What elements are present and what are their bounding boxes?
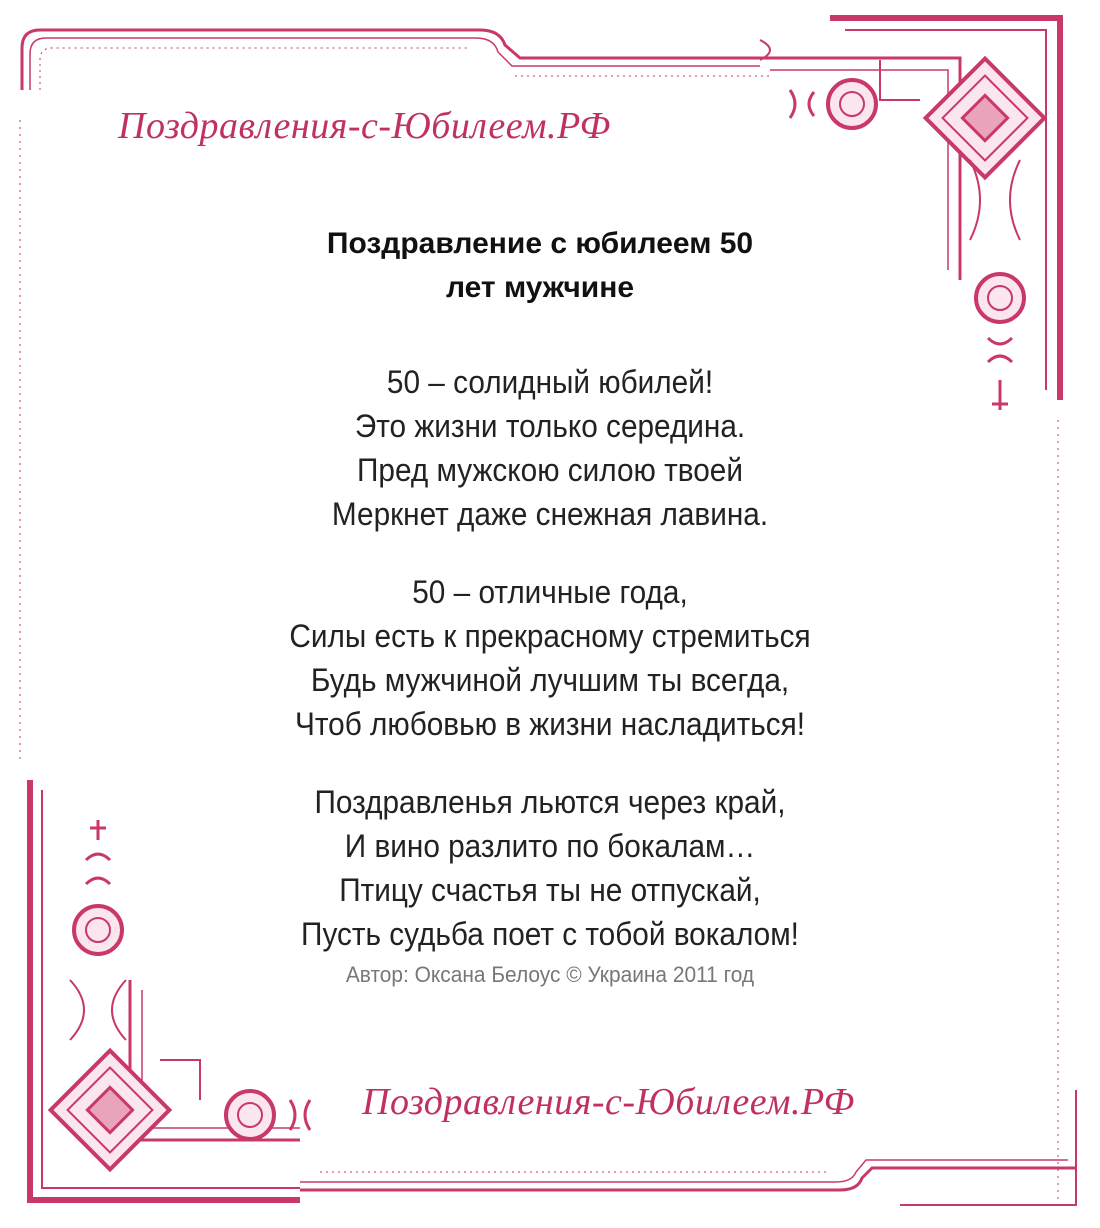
author-credit: Автор: Оксана Белоус © Украина 2011 год: [345, 962, 755, 987]
site-name-top: Поздравления-с-Юбилеем.РФ: [118, 105, 611, 147]
poem-title: [230, 222, 850, 310]
poem-body: [150, 360, 950, 990]
title-line: лет мужчине: [445, 271, 634, 304]
site-name-bottom: Поздравления-с-Юбилеем.РФ: [362, 1081, 855, 1123]
poem-line: Это жизни только середина.: [354, 408, 746, 444]
ornament-corner-top-right-icon: [760, 18, 1060, 410]
stanza: [150, 780, 950, 956]
poem-line: И вино разлито по бокалам…: [344, 828, 756, 864]
poem-line: 50 – солидный юбилей!: [386, 364, 714, 400]
title-line: Поздравление с юбилеем 50: [326, 227, 754, 260]
poem-line: Меркнет даже снежная лавина.: [331, 496, 769, 532]
poem-line: Пред мужскою силою твоей: [357, 452, 743, 488]
poem-line: Силы есть к прекрасному стремиться: [289, 618, 811, 654]
poem-line: Птицу счастья ты не отпускай,: [339, 872, 761, 908]
poem-line: 50 – отличные года,: [412, 574, 688, 610]
poem-line: Чтоб любовью в жизни насладиться!: [295, 706, 805, 742]
stanza: [150, 360, 950, 536]
poem-line: Поздравленья льются через край,: [314, 784, 786, 820]
poem-line: Пусть судьба поет с тобой вокалом!: [301, 916, 799, 952]
stanza: [150, 570, 950, 746]
poem-line: Будь мужчиной лучшим ты всегда,: [310, 662, 790, 698]
